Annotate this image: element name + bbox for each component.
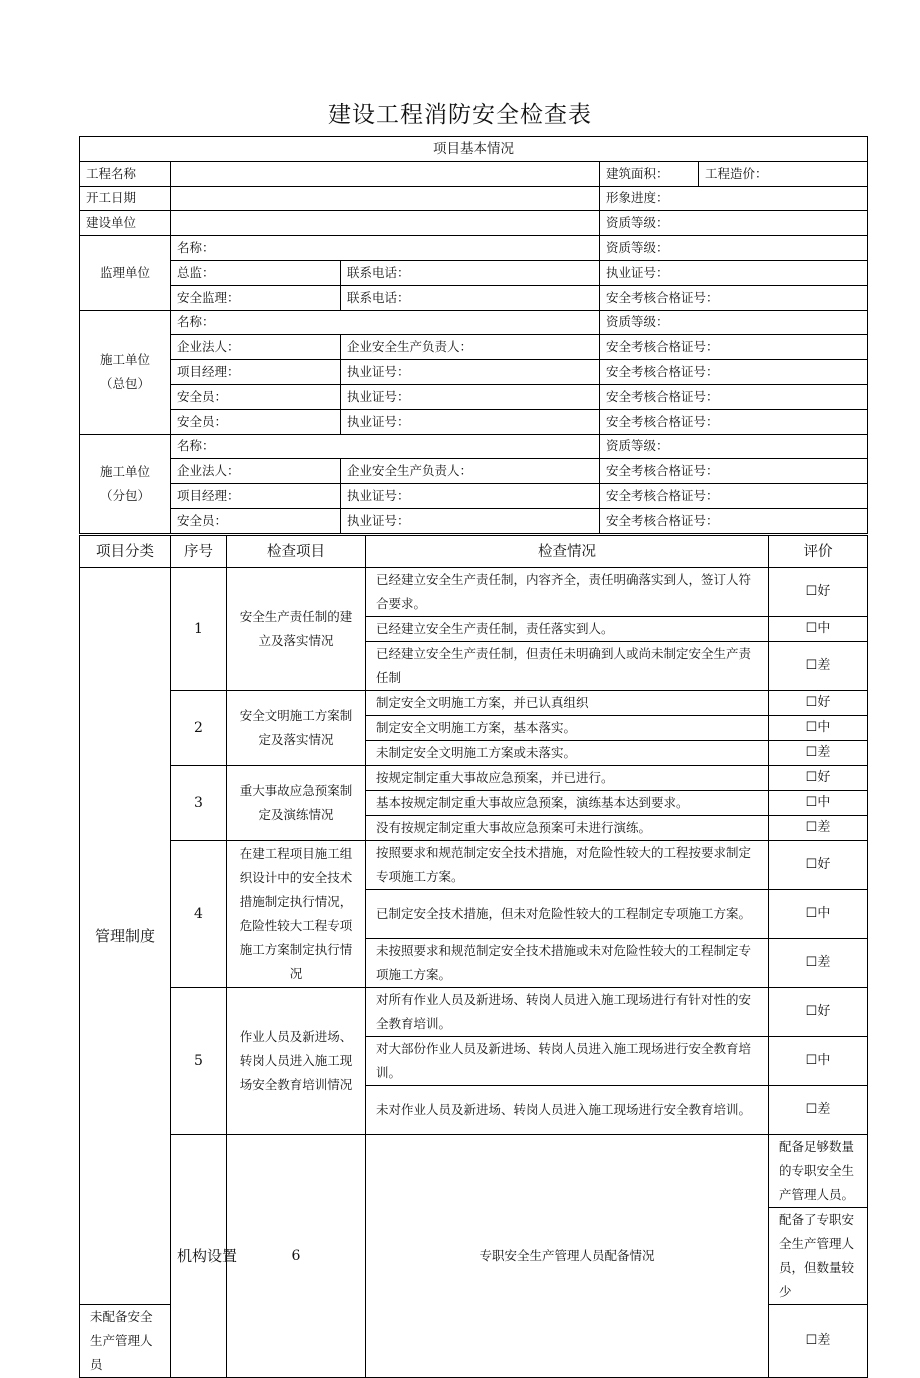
gc-row [80, 360, 868, 385]
condition-text: 已经建立安全生产责任制，内容齐全，责任明确落实到人，签订人符合要求。 [366, 568, 769, 617]
sub-field[interactable]: 执业证号： [341, 508, 600, 533]
builder-qualification-field[interactable]: 资质等级： [600, 211, 868, 236]
sub-field[interactable]: 企业法人： [171, 459, 341, 484]
sub-field[interactable]: 项目经理： [171, 484, 341, 509]
area-field[interactable]: 建筑面积： [600, 161, 699, 186]
gc-field[interactable]: 安全考核合格证号： [600, 360, 868, 385]
item-number: 4 [171, 841, 227, 988]
gc-field[interactable]: 执业证号： [341, 360, 600, 385]
cost-field[interactable]: 工程造价： [699, 161, 868, 186]
sub-field[interactable]: 执业证号： [341, 484, 600, 509]
supervisor-license-field[interactable]: 执业证号： [600, 260, 868, 285]
eval-checkbox[interactable]: ☐差 [769, 642, 868, 691]
eval-checkbox[interactable]: ☐差 [769, 816, 868, 841]
sub-field[interactable]: 企业安全生产负责人： [341, 459, 600, 484]
eval-checkbox[interactable]: ☐中 [769, 791, 868, 816]
condition-text: 未制定安全文明施工方案或未落实。 [366, 741, 769, 766]
condition-text: 未对作业人员及新进场、转岗人员进入施工现场进行安全教育培训。 [366, 1086, 769, 1135]
start-date-field[interactable] [171, 186, 600, 211]
check-row [80, 841, 868, 890]
eval-checkbox[interactable]: ☐中 [769, 890, 868, 939]
item-number: 1 [171, 568, 227, 691]
sub-field[interactable]: 安全员： [171, 508, 341, 533]
eval-checkbox[interactable]: ☐差 [769, 741, 868, 766]
check-row [80, 568, 868, 617]
gc-field[interactable]: 安全员： [171, 409, 341, 434]
builder-row [80, 211, 868, 236]
sub-field[interactable]: 安全考核合格证号： [600, 484, 868, 509]
project-name-field[interactable] [171, 161, 600, 186]
basic-info-table [79, 136, 868, 534]
header-number: 序号 [171, 536, 227, 568]
category-organization: 机构设置 [171, 1135, 227, 1378]
eval-checkbox[interactable]: ☐差 [769, 1086, 868, 1135]
gc-field[interactable]: 安全考核合格证号： [600, 384, 868, 409]
supervisor-chief-field[interactable]: 总监： [171, 260, 341, 285]
condition-text: 基本按规定制定重大事故应急预案，演练基本达到要求。 [366, 791, 769, 816]
gc-field[interactable]: 安全考核合格证号： [600, 409, 868, 434]
condition-text: 对大部份作业人员及新进场、转岗人员进入施工现场进行安全教育培训。 [366, 1037, 769, 1086]
condition-text: 配备足够数量的专职安全生产管理人员。 [769, 1135, 868, 1208]
gc-field[interactable]: 项目经理： [171, 360, 341, 385]
gc-unit-label-line1: 施工单位 [99, 352, 150, 368]
safety-supervisor-field[interactable]: 安全监理： [171, 285, 341, 310]
category-management: 管理制度 [80, 568, 171, 1305]
header-item: 检查项目 [227, 536, 366, 568]
eval-checkbox[interactable]: ☐好 [769, 841, 868, 890]
page-title: 建设工程消防安全检查表 [328, 102, 592, 128]
condition-text: 按规定制定重大事故应急预案，并已进行。 [366, 766, 769, 791]
supervisor-row-2 [80, 260, 868, 285]
check-row [80, 988, 868, 1037]
check-table [79, 535, 868, 1378]
header-condition: 检查情况 [366, 536, 769, 568]
gc-field[interactable]: 安全员： [171, 384, 341, 409]
supervisor-name-field[interactable]: 名称： [171, 236, 600, 261]
gc-field[interactable]: 执业证号： [341, 384, 600, 409]
eval-checkbox[interactable]: ☐中 [769, 617, 868, 642]
supervisor-row-3 [80, 285, 868, 310]
sub-name-field[interactable]: 名称： [171, 434, 600, 459]
sub-field[interactable]: 安全考核合格证号： [600, 508, 868, 533]
item-name: 安全文明施工方案制定及落实情况 [227, 691, 366, 766]
check-header-row [80, 536, 868, 568]
supervisor-qualification-field[interactable]: 资质等级： [600, 236, 868, 261]
item-name: 安全生产责任制的建立及落实情况 [227, 568, 366, 691]
sub-unit-label-line1: 施工单位 [99, 463, 150, 479]
progress-field[interactable]: 形象进度： [600, 186, 868, 211]
condition-text: 未按照要求和规范制定安全技术措施或未对危险性较大的工程制定专项施工方案。 [366, 939, 769, 988]
gc-field[interactable]: 企业法人： [171, 335, 341, 360]
gc-unit-label-line2: （总包） [99, 376, 150, 392]
check-row [80, 766, 868, 791]
condition-text: 对所有作业人员及新进场、转岗人员进入施工现场进行有针对性的安全教育培训。 [366, 988, 769, 1037]
supervisor-phone-field[interactable]: 联系电话： [341, 260, 600, 285]
supervisor-unit-label: 监理单位 [80, 236, 171, 310]
gc-name-field[interactable]: 名称： [171, 310, 600, 335]
sub-qualification-field[interactable]: 资质等级： [600, 434, 868, 459]
header-category: 项目分类 [80, 536, 171, 568]
start-date-row [80, 186, 868, 211]
eval-checkbox[interactable]: ☐好 [769, 691, 868, 716]
builder-label: 建设单位 [80, 211, 171, 236]
eval-checkbox[interactable]: ☐好 [769, 766, 868, 791]
check-row [80, 691, 868, 716]
check-row [80, 1135, 868, 1208]
gc-field[interactable]: 安全考核合格证号： [600, 335, 868, 360]
gc-unit-label [80, 310, 171, 434]
gc-field[interactable]: 企业安全生产负责人： [341, 335, 600, 360]
eval-checkbox[interactable]: ☐差 [769, 1305, 868, 1378]
sub-field[interactable]: 安全考核合格证号： [600, 459, 868, 484]
item-number: 5 [171, 988, 227, 1135]
eval-checkbox[interactable]: ☐差 [769, 939, 868, 988]
project-name-label: 工程名称 [80, 161, 171, 186]
sub-row [80, 508, 868, 533]
project-name-row [80, 161, 868, 186]
gc-row [80, 409, 868, 434]
condition-text: 未配备安全生产管理人员 [80, 1305, 171, 1378]
sub-unit-label [80, 434, 171, 533]
condition-text: 制定安全文明施工方案，并已认真组织 [366, 691, 769, 716]
condition-text: 已经建立安全生产责任制，但责任未明确到人或尚未制定安全生产责任制 [366, 642, 769, 691]
condition-text: 配备了专职安全生产管理人员，但数量较少 [769, 1208, 868, 1305]
item-number: 6 [227, 1135, 366, 1378]
condition-text: 已经建立安全生产责任制，责任落实到人。 [366, 617, 769, 642]
item-name: 作业人员及新进场、转岗人员进入施工现场安全教育培训情况 [227, 988, 366, 1135]
eval-checkbox[interactable]: ☐中 [769, 1037, 868, 1086]
header-evaluation: 评价 [769, 536, 868, 568]
gc-qualification-field[interactable]: 资质等级： [600, 310, 868, 335]
condition-text: 已制定安全技术措施，但未对危险性较大的工程制定专项施工方案。 [366, 890, 769, 939]
sub-row [80, 484, 868, 509]
sub-row-name [80, 434, 868, 459]
item-number: 3 [171, 766, 227, 841]
eval-checkbox[interactable]: ☐好 [769, 988, 868, 1037]
sub-unit-label-line2: （分包） [99, 487, 150, 503]
gc-row [80, 335, 868, 360]
condition-text: 制定安全文明施工方案，基本落实。 [366, 716, 769, 741]
start-date-label: 开工日期 [80, 186, 171, 211]
condition-text: 按照要求和规范制定安全技术措施，对危险性较大的工程按要求制定专项施工方案。 [366, 841, 769, 890]
item-number: 2 [171, 691, 227, 766]
supervisor-row-1 [80, 236, 868, 261]
builder-field[interactable] [171, 211, 600, 236]
gc-row [80, 384, 868, 409]
basic-section-header: 项目基本情况 [80, 137, 868, 162]
condition-text: 没有按规定制定重大事故应急预案可未进行演练。 [366, 816, 769, 841]
eval-checkbox[interactable]: ☐好 [769, 568, 868, 617]
item-name: 重大事故应急预案制定及演练情况 [227, 766, 366, 841]
eval-checkbox[interactable]: ☐中 [769, 716, 868, 741]
gc-field[interactable]: 执业证号： [341, 409, 600, 434]
basic-header-row [80, 137, 868, 162]
item-name: 在建工程项目施工组织设计中的安全技术措施制定执行情况，危险性较大工程专项施工方案制定执行情况 [227, 841, 366, 988]
sub-row [80, 459, 868, 484]
gc-row-name [80, 310, 868, 335]
item-name: 专职安全生产管理人员配备情况 [366, 1135, 769, 1378]
safety-supervisor-cert-field[interactable]: 安全考核合格证号： [600, 285, 868, 310]
safety-supervisor-phone-field[interactable]: 联系电话： [341, 285, 600, 310]
